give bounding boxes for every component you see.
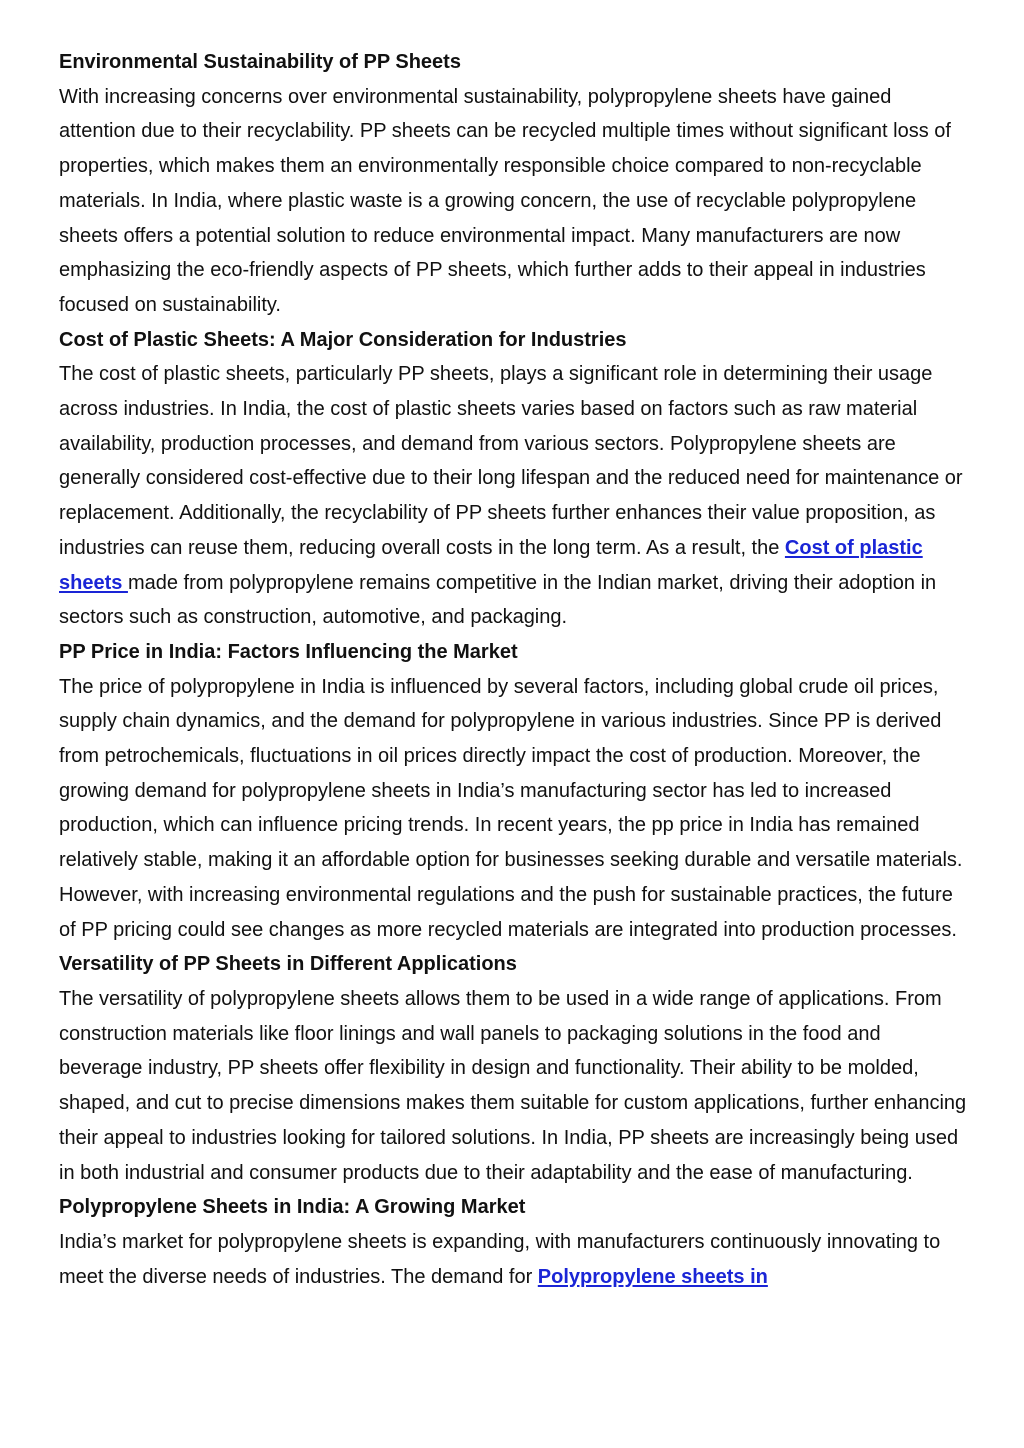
section-body-versatility: The versatility of polypropylene sheets allows them to be used in a wide range of applications. From construction materials like floor linings and wall panels to packaging solutions in the food and beverage industry, PP sheets offer flexibility in design and functionality. Their ability to be molded, shaped, and cut to precise dimensions makes them suitable for custom applications, further enhancing their appeal to industries looking for tailored solutions. In India, PP sheets are increasingly being used in both industrial and consumer products due to their adaptability and the ease of manufacturing. [59, 987, 967, 1184]
body-text-before-link: The cost of plastic sheets, particularly PP sheets, plays a significant role in determining their usage across industries. In India, the cost of plastic sheets varies based on factors such as raw material availability, production processes, and demand from various sectors. Polypropylene sheets are generally considered cost-effective due to their long lifespan and the reduced need for maintenance or replacement. Additionally, the recyclability of PP sheets further enhances their value proposition, as industries can reuse them, reducing overall costs in the long term. As a result, the [59, 363, 963, 559]
document-page [59, 45, 969, 1294]
section-body-environmental-sustainability: With increasing concerns over environmental sustainability, polypropylene sheets have gained attention due to their recyclability. PP sheets can be recycled multiple times without significant loss of properties, which makes them an environmentally responsible choice compared to non-recyclable materials. In India, where plastic waste is a growing concern, the use of recyclable polypropylene sheets offers a potential solution to reduce environmental impact. Many manufacturers are now emphasizing the eco-friendly aspects of PP sheets, which further adds to their appeal in industries focused on sustainability. [59, 85, 951, 316]
section-heading-pp-price-india: PP Price in India: Factors Influencing the Market [59, 640, 518, 663]
body-text-before-link: India’s market for polypropylene sheets is expanding, with manufacturers continuously innovating to meet the diverse needs of industries. The demand for [59, 1230, 941, 1288]
body-text-after-link: made from polypropylene remains competitive in the Indian market, driving their adoption in sectors such as construction, automotive, and packaging. [59, 571, 937, 629]
section-body-growing-market [59, 1225, 969, 1294]
cost-of-plastic-sheets-link[interactable]: Cost of plastic sheets [59, 536, 923, 594]
section-body-pp-price-india: The price of polypropylene in India is influenced by several factors, including global crude oil prices, supply chain dynamics, and the demand for polypropylene in various industries. Since PP is derived from petrochemicals, fluctuations in oil prices directly impact the cost of production. Moreover, the growing demand for polypropylene sheets in India’s manufacturing sector has led to increased production, which can influence pricing trends. In recent years, the pp price in India has remained relatively stable, making it an affordable option for businesses seeking durable and versatile materials. However, with increasing environmental regulations and the push for sustainable practices, the future of PP pricing could see changes as more recycled materials are integrated into production processes. [59, 675, 963, 941]
section-body-cost-of-plastic-sheets [59, 357, 969, 635]
polypropylene-sheets-in-india-link[interactable]: Polypropylene sheets in [537, 1265, 768, 1288]
section-heading-cost-of-plastic-sheets: Cost of Plastic Sheets: A Major Consideration for Industries [59, 328, 627, 351]
section-heading-growing-market: Polypropylene Sheets in India: A Growing Market [59, 1196, 526, 1219]
section-heading-environmental-sustainability: Environmental Sustainability of PP Sheets [59, 51, 461, 73]
section-heading-versatility: Versatility of PP Sheets in Different Applications [59, 953, 517, 976]
